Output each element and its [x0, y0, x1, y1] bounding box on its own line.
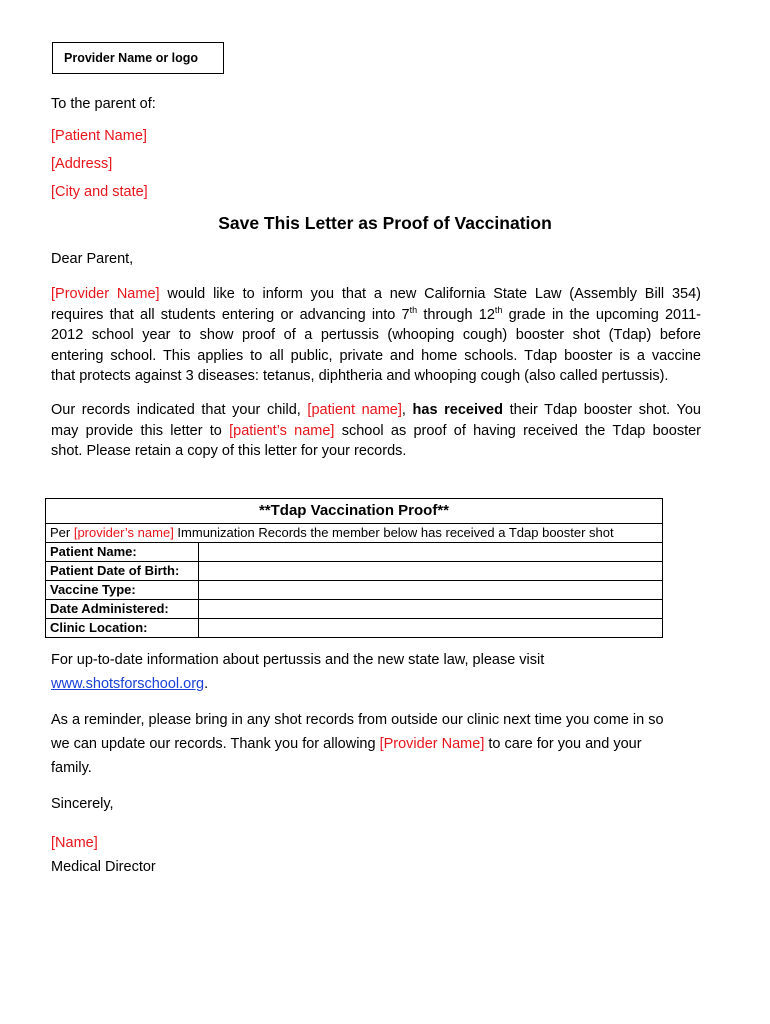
para2-line1	[51, 400, 701, 421]
patient-dob-value[interactable]	[199, 562, 663, 581]
shotsforschool-link[interactable]: www.shotsforschool.org	[51, 676, 205, 692]
patient-name-value[interactable]	[199, 543, 663, 562]
reminder-line2-b: to care for you and your	[484, 736, 642, 752]
per-suffix: Immunization Records the member below has received a Tdap booster shot	[173, 525, 614, 540]
para1-line2-b: through 12	[417, 306, 495, 323]
info-period: .	[204, 676, 209, 692]
para2-line2-b: school as proof of having received the Tdap booster	[334, 422, 701, 439]
para1-line2-c: grade in the upcoming 2011-	[502, 306, 701, 323]
table-per-cell	[46, 524, 663, 543]
para1-line3: 2012 school year to show proof of a pertussis (whooping cough) booster shot (Tdap) before	[51, 327, 701, 343]
info-link-line	[51, 676, 208, 692]
reminder-line2-a: we can update our records. Thank you for allowing	[51, 736, 380, 752]
vaccine-type-label: Vaccine Type:	[46, 581, 199, 600]
city-state-placeholder: [City and state]	[51, 184, 148, 200]
signer-title: Medical Director	[51, 859, 156, 875]
reminder-line2	[51, 736, 642, 752]
provider-logo-box: Provider Name or logo	[52, 42, 224, 74]
para2-line1-a: Our records indicated that your child,	[51, 402, 308, 418]
superscript-th: th	[409, 304, 418, 315]
para2-line2	[51, 421, 701, 442]
para1-line2-a: requires that all students entering or advancing into 7	[51, 306, 410, 323]
table-row	[46, 543, 663, 562]
provider-possessive-placeholder: [provider’s name]	[73, 525, 174, 540]
to-parent-label: To the parent of:	[51, 96, 156, 112]
para2-line3: shot. Please retain a copy of this letter for your records.	[51, 443, 407, 459]
address-placeholder: [Address]	[51, 156, 113, 172]
para1-line1-text: would like to inform you that a new California State Law (Assembly Bill 354)	[159, 286, 701, 302]
signer-name-placeholder: [Name]	[51, 835, 98, 851]
clinic-location-value[interactable]	[199, 619, 663, 638]
para1-line1	[51, 284, 701, 305]
closing-sincerely: Sincerely,	[51, 796, 114, 812]
letter-title: Save This Letter as Proof of Vaccination	[218, 213, 552, 233]
para2-line2-a: may provide this letter to	[51, 422, 230, 439]
table-row	[46, 600, 663, 619]
patient-name-placeholder: [Patient Name]	[51, 128, 147, 144]
vaccine-type-value[interactable]	[199, 581, 663, 600]
patient-possessive-placeholder: [patient’s name]	[229, 422, 335, 439]
table-heading: **Tdap Vaccination Proof**	[46, 499, 663, 524]
provider-name-placeholder-reminder: [Provider Name]	[379, 736, 485, 752]
reminder-line3: family.	[51, 760, 92, 776]
patient-name-label: Patient Name:	[46, 543, 199, 562]
has-received-bold: has received	[412, 402, 503, 418]
para2-line1-b: their Tdap booster shot. You	[502, 402, 701, 418]
superscript-th: th	[494, 304, 503, 315]
table-row	[46, 562, 663, 581]
patient-dob-label: Patient Date of Birth:	[46, 562, 199, 581]
table-per-row	[46, 524, 663, 543]
date-administered-value[interactable]	[199, 600, 663, 619]
provider-name-placeholder: [Provider Name]	[51, 286, 160, 302]
info-line: For up-to-date information about pertussis and the new state law, please visit	[51, 652, 545, 668]
paragraph-records	[51, 400, 701, 462]
table-row	[46, 581, 663, 600]
paragraph-law-notice	[51, 284, 701, 387]
vaccination-proof-table	[45, 498, 663, 638]
table-row	[46, 619, 663, 638]
para1-line2	[51, 305, 701, 326]
clinic-location-label: Clinic Location:	[46, 619, 199, 638]
para2-comma: ,	[401, 402, 413, 418]
date-administered-label: Date Administered:	[46, 600, 199, 619]
per-prefix: Per	[50, 525, 74, 540]
salutation: Dear Parent,	[51, 251, 134, 267]
patient-name-placeholder-inline: [patient name]	[307, 402, 402, 418]
reminder-line1: As a reminder, please bring in any shot records from outside our clinic next time you come in so	[51, 712, 664, 728]
para1-line4: entering school. This applies to all public, private and home schools. Tdap booster is a vaccine	[51, 347, 701, 364]
para1-line5: that protects against 3 diseases: tetanus, diphtheria and whooping cough (also called pertussis).	[51, 368, 669, 384]
table-heading-row	[46, 499, 663, 524]
